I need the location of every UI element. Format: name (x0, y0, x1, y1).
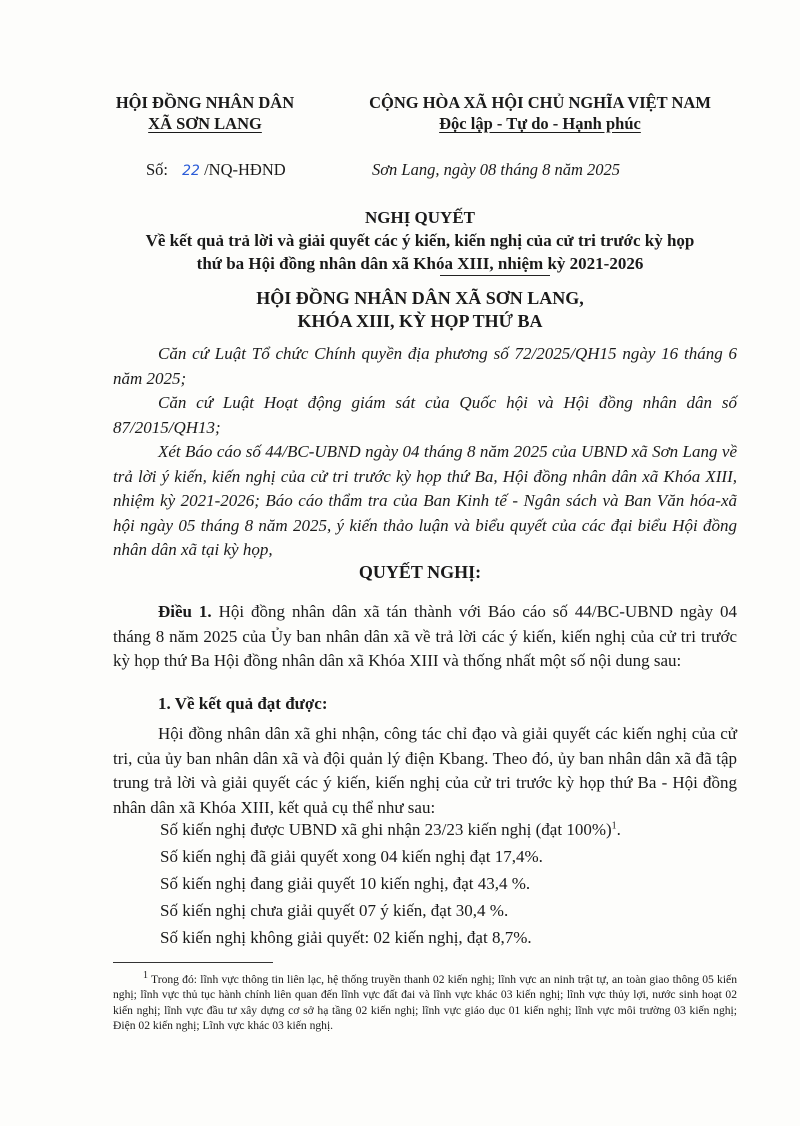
article-1-text: Hội đồng nhân dân xã tán thành với Báo cáo số 44/BC-UBND ngày 04 tháng 8 năm 2025 của Ủy ban nhân dân xã về trả lời các ý kiến, kiến nghị của cử tri trước kỳ họp thứ Ba Hội đồng nhân dân xã Khóa XIII và thống nhất một số nội dung sau: (113, 602, 737, 670)
number-suffix: /NQ-HĐND (204, 160, 286, 179)
footnote-marker: 1 (143, 970, 148, 981)
document-title (100, 206, 740, 275)
section-1-paragraph: Hội đồng nhân dân xã ghi nhận, công tác chỉ đạo và giải quyết các kiến nghị của cử tri, của ủy ban nhân dân xã và đội quản lý điện Kbang. Theo đó, ủy ban nhân dân xã đã tập trung trả lời và giải quyết các ý kiến, kiến nghị của cử tri trước kỳ họp thứ Ba - Hội đồng nhân dân xã Khóa XIII, kết quả cụ thể như sau: (113, 724, 737, 817)
preamble-3: Xét Báo cáo số 44/BC-UBND ngày 04 tháng 8 năm 2025 của UBND xã Sơn Lang về trả lời ý kiến, kiến nghị của cử tri trước kỳ họp thứ Ba, Hội đồng nhân dân xã Khóa XIII, nhiệm kỳ 2021-2026; Báo cáo thẩm tra của Ban Kinh tế - Ngân sách và Ban Văn hóa-xã hội ngày 05 tháng 8 năm 2025, ý kiến thảo luận và biểu quyết của các đại biểu Hội đồng nhân dân xã tại kỳ họp, (113, 442, 737, 559)
motto: Độc lập - Tự do - Hạnh phúc (439, 114, 641, 133)
title-underline (440, 275, 550, 276)
footnote-ref: 1 (611, 820, 617, 832)
stat-not-resolved: Số kiến nghị không giải quyết: 02 kiến nghị, đạt 8,7%. (160, 928, 532, 947)
number-prefix: Số: (146, 160, 169, 179)
issuing-body-line2: XÃ SƠN LANG (148, 114, 262, 133)
country-name: CỘNG HÒA XÃ HỘI CHỦ NGHĨA VIỆT NAM (369, 93, 711, 112)
footnote-text: Trong đó: lĩnh vực thông tin liên lạc, hệ thống truyền thanh 02 kiến nghị; lĩnh vực an ninh trật tự, an toàn giao thông 05 kiến nghị; lĩnh vực thủ tục hành chính liên quan đến lĩnh vực đất đai và lĩnh vực khác 03 kiến nghị; lĩnh vực thủy lợi, nước sinh hoạt 02 kiến nghị; lĩnh vực đầu tư xây dựng cơ sở hạ tầng 02 kiến nghị; lĩnh vực giáo dục 01 kiến nghị; lĩnh vực môi trường 03 kiến nghị; Điện 02 kiến nghị; Lĩnh vực khác 03 kiến nghị. (113, 972, 737, 1033)
issuing-body-line1: HỘI ĐỒNG NHÂN DÂN (115, 93, 295, 112)
subject-line1: Về kết quả trả lời và giải quyết các ý kiến, kiến nghị của cử tri trước kỳ họp (145, 231, 695, 250)
authority-heading (100, 287, 740, 333)
stat-in-progress: Số kiến nghị đang giải quyết 10 kiến nghị, đạt 43,4 %. (160, 874, 531, 893)
document-type: NGHỊ QUYẾT (364, 208, 476, 227)
article-1-label: Điều 1. (158, 602, 212, 621)
document-number (146, 160, 286, 180)
footnote (113, 968, 737, 1034)
place-date: Sơn Lang, ngày 08 tháng 8 năm 2025 (372, 160, 621, 179)
issuing-body (105, 92, 305, 134)
authority-line1: HỘI ĐỒNG NHÂN DÂN XÃ SƠN LANG, (256, 288, 584, 308)
stat-acknowledged: Số kiến nghị được UBND xã ghi nhận 23/23 kiến nghị (đạt 100%)$^1$. (160, 820, 621, 839)
preamble-2: Căn cứ Luật Hoạt động giám sát của Quốc hội và Hội đồng nhân dân số 87/2015/QH13; (113, 393, 737, 437)
authority-line2: KHÓA XIII, KỲ HỌP THỨ BA (297, 311, 543, 331)
decision-heading: QUYẾT NGHỊ: (358, 562, 482, 582)
subject-line2: thứ ba Hội đồng nhân dân xã Khóa XIII, nhiệm kỳ 2021-2026 (196, 254, 644, 273)
article-1 (113, 600, 737, 674)
footnote-separator (113, 962, 273, 963)
stat-unresolved: Số kiến nghị chưa giải quyết 07 ý kiến, đạt 30,4 %. (160, 901, 509, 920)
handwritten-number: 22 (182, 163, 200, 179)
national-motto (340, 92, 740, 134)
section-1-heading: 1. Về kết quả đạt được: (158, 694, 328, 713)
stat-resolved: Số kiến nghị đã giải quyết xong 04 kiến nghị đạt 17,4%. (160, 847, 543, 866)
preamble-1: Căn cứ Luật Tổ chức Chính quyền địa phương số 72/2025/QH15 ngày 16 tháng 6 năm 2025; (113, 344, 737, 388)
